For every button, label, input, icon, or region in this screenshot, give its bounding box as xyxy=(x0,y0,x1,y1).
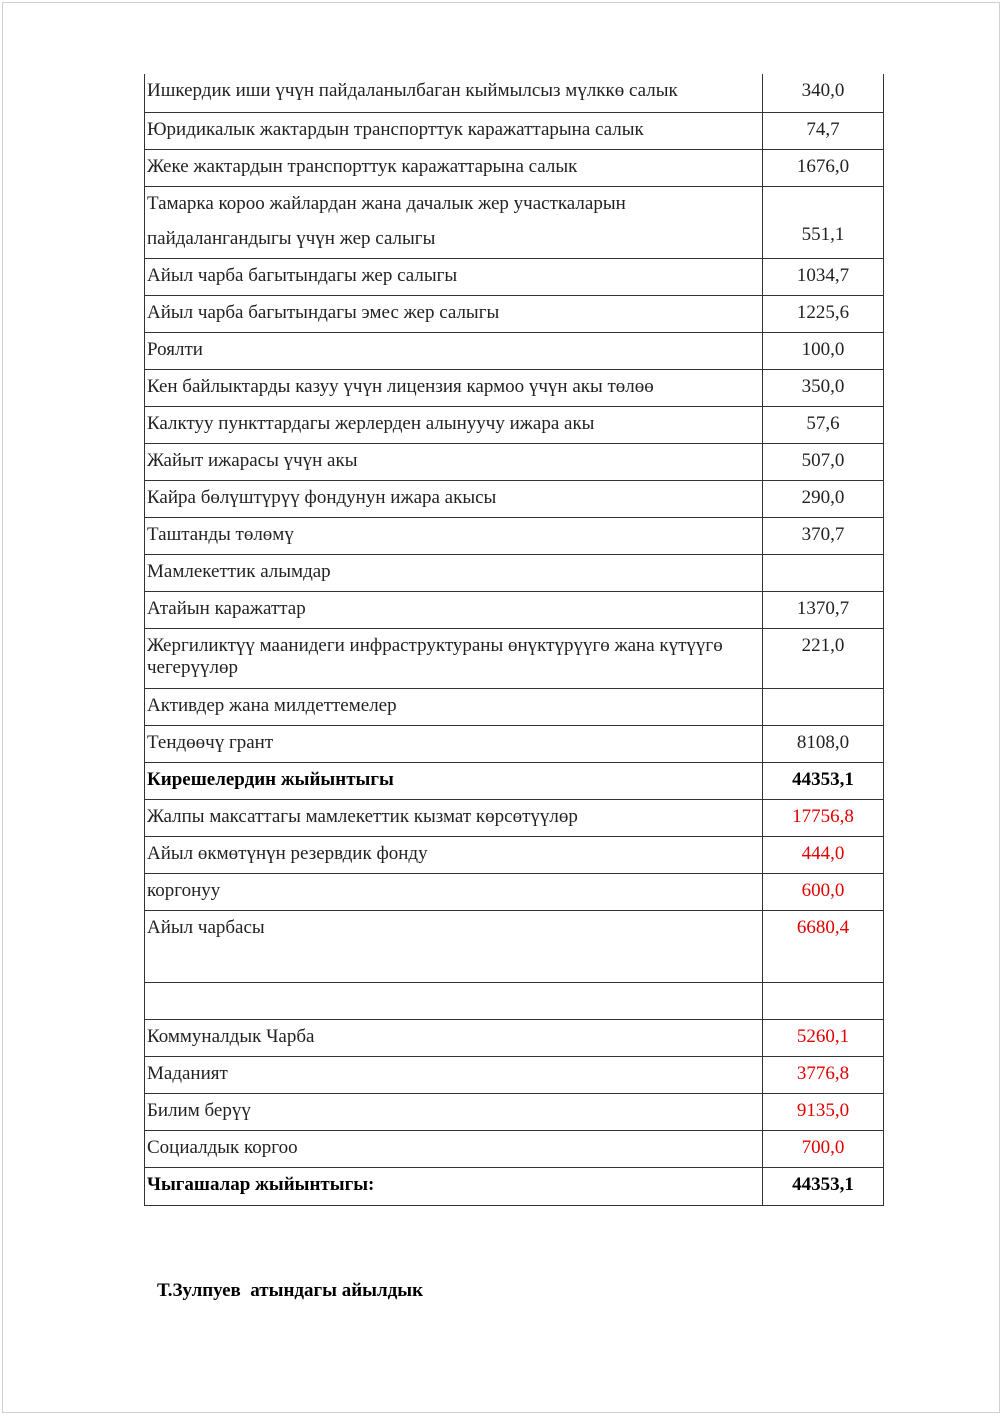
table-row xyxy=(145,443,884,480)
table-row xyxy=(145,554,884,591)
row-name: Коммуналдык Чарба xyxy=(145,1019,763,1056)
table-row xyxy=(145,295,884,332)
row-name: Атайын каражаттар xyxy=(145,591,763,628)
table-row xyxy=(145,1130,884,1167)
row-name: Мамлекеттик алымдар xyxy=(145,554,763,591)
table-row xyxy=(145,332,884,369)
table-row xyxy=(145,258,884,295)
expense-total-row xyxy=(145,1167,884,1205)
row-value xyxy=(763,982,884,1019)
table-row xyxy=(145,406,884,443)
row-value: 600,0 xyxy=(763,873,884,910)
footer-signature-text: Т.Зулпуев атындагы айылдык xyxy=(157,1280,424,1301)
table-row xyxy=(145,688,884,725)
row-value: 44353,1 xyxy=(763,1167,884,1205)
table-row xyxy=(145,836,884,873)
row-value: 74,7 xyxy=(763,112,884,149)
table-row xyxy=(145,873,884,910)
table-row xyxy=(145,186,884,258)
row-value: 1676,0 xyxy=(763,149,884,186)
row-name-line1: Тамарка короо жайлардан жана дачалык жер участкаларын xyxy=(147,192,626,214)
row-name: Билим берүү xyxy=(145,1093,763,1130)
table-row xyxy=(145,1019,884,1056)
row-name: коргонуу xyxy=(145,873,763,910)
row-name: Жеке жактардын транспорттук каражаттарына салык xyxy=(145,149,763,186)
row-name: Жайыт ижарасы үчүн акы xyxy=(145,443,763,480)
table-row xyxy=(145,517,884,554)
table-row xyxy=(145,910,884,982)
row-name: Тендөөчү грант xyxy=(145,725,763,762)
row-value: 1034,7 xyxy=(763,258,884,295)
table-row xyxy=(145,112,884,149)
row-name: Айыл чарба багытындагы жер салыгы xyxy=(145,258,763,295)
table-row xyxy=(145,799,884,836)
row-value: 6680,4 xyxy=(763,910,884,982)
row-value: 551,1 xyxy=(763,186,884,258)
row-name: Кайра бөлүштүрүү фондунун ижара акысы xyxy=(145,480,763,517)
row-name xyxy=(145,186,763,258)
row-name: Юридикалык жактардын транспорттук каражаттарына салык xyxy=(145,112,763,149)
table-row xyxy=(145,725,884,762)
row-name: Роялти xyxy=(145,332,763,369)
row-value: 340,0 xyxy=(763,74,884,112)
row-name: Кирешелердин жыйынтыгы xyxy=(145,762,763,799)
row-name: Жалпы максаттагы мамлекеттик кызмат көрсөтүүлөр xyxy=(145,799,763,836)
row-name xyxy=(145,982,763,1019)
row-name: Айыл чарба багытындагы эмес жер салыгы xyxy=(145,295,763,332)
row-name: Калктуу пункттардагы жерлерден алынуучу ижара акы xyxy=(145,406,763,443)
budget-table xyxy=(144,74,884,1206)
table-row xyxy=(145,982,884,1019)
table-row xyxy=(145,369,884,406)
row-value: 290,0 xyxy=(763,480,884,517)
row-name: Ишкердик иши үчүн пайдаланылбаган кыймылсыз мүлккө салык xyxy=(145,74,763,112)
row-name: Активдер жана милдеттемелер xyxy=(145,688,763,725)
row-name: Айыл чарбасы xyxy=(145,910,763,982)
table-row xyxy=(145,591,884,628)
row-name: Жергиликтүү маанидеги инфраструктураны өнүктүрүүгө жана күтүүгө чегерүүлөр xyxy=(145,628,763,688)
table-row xyxy=(145,480,884,517)
row-value: 1370,7 xyxy=(763,591,884,628)
row-name: Социалдык коргоо xyxy=(145,1130,763,1167)
row-value: 44353,1 xyxy=(763,762,884,799)
row-name: Чыгашалар жыйынтыгы: xyxy=(145,1167,763,1205)
row-name: Кен байлыктарды казуу үчүн лицензия кармоо үчүн акы төлөө xyxy=(145,369,763,406)
row-value: 507,0 xyxy=(763,443,884,480)
row-value: 8108,0 xyxy=(763,725,884,762)
row-value xyxy=(763,688,884,725)
row-value: 100,0 xyxy=(763,332,884,369)
row-name: Маданият xyxy=(145,1056,763,1093)
row-value: 370,7 xyxy=(763,517,884,554)
row-value: 700,0 xyxy=(763,1130,884,1167)
row-value: 1225,6 xyxy=(763,295,884,332)
row-value: 444,0 xyxy=(763,836,884,873)
row-value: 3776,8 xyxy=(763,1056,884,1093)
row-value: 221,0 xyxy=(763,628,884,688)
row-value: 9135,0 xyxy=(763,1093,884,1130)
row-name-line2: пайдалангандыгы үчүн жер салыгы xyxy=(147,227,436,249)
row-value xyxy=(763,554,884,591)
row-value: 17756,8 xyxy=(763,799,884,836)
table-row xyxy=(145,74,884,112)
table-row xyxy=(145,1093,884,1130)
table-row xyxy=(145,628,884,688)
table-row xyxy=(145,1056,884,1093)
row-value: 5260,1 xyxy=(763,1019,884,1056)
row-name: Айыл өкмөтүнүн резервдик фонду xyxy=(145,836,763,873)
row-value: 57,6 xyxy=(763,406,884,443)
income-total-row xyxy=(145,762,884,799)
row-name: Таштанды төлөмү xyxy=(145,517,763,554)
row-value: 350,0 xyxy=(763,369,884,406)
table-row xyxy=(145,149,884,186)
